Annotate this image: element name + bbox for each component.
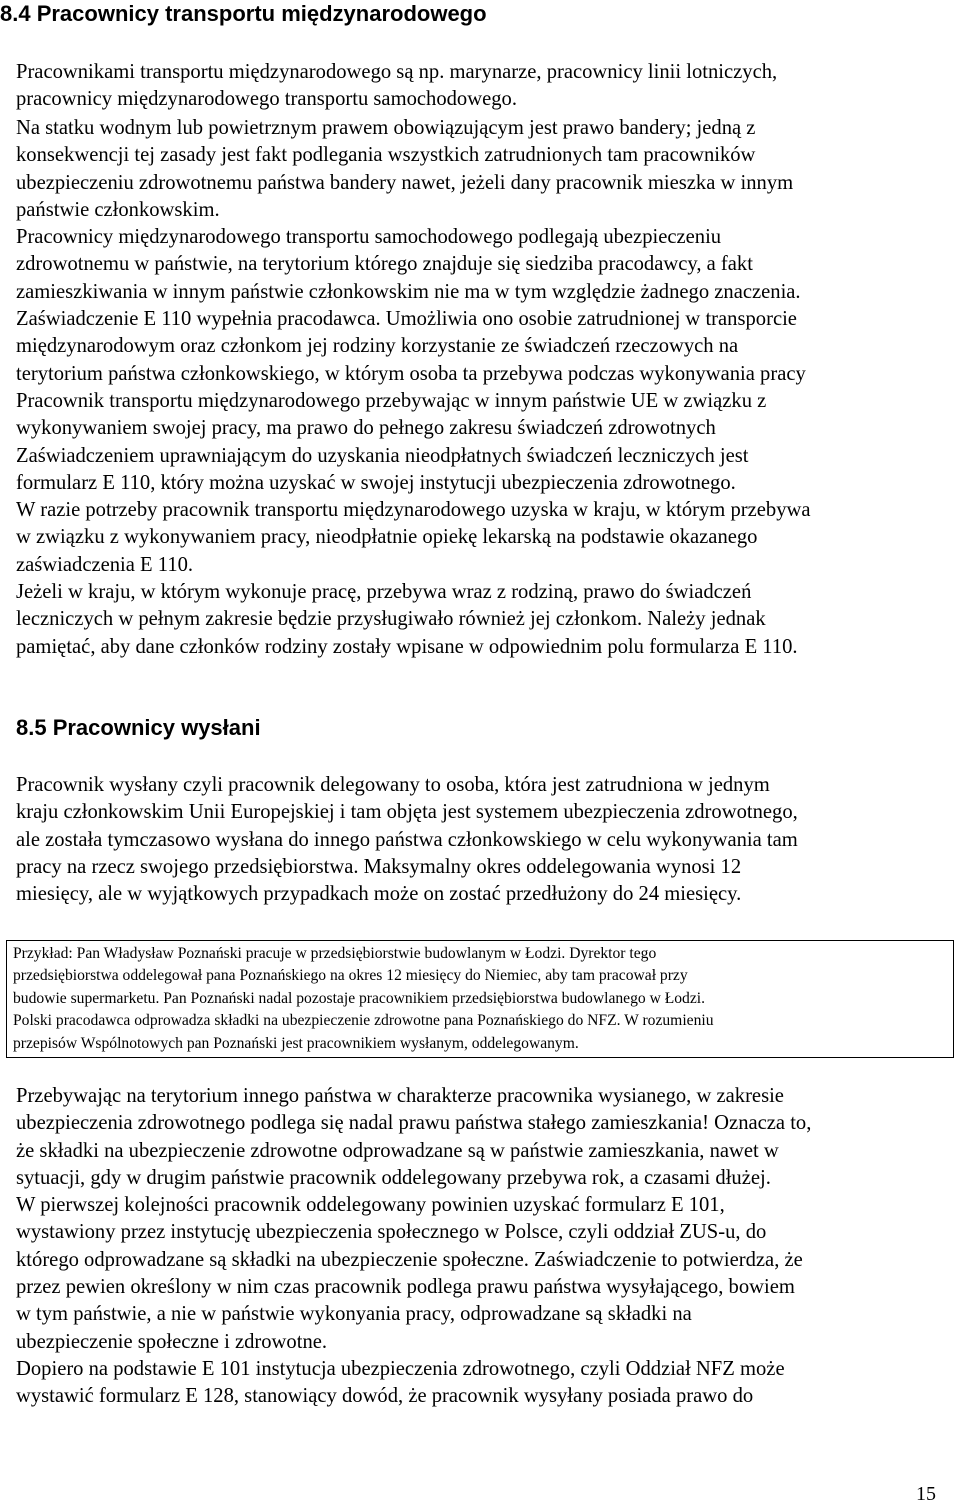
section-8-5-intro-paragraph: [16, 772, 946, 908]
text-line: wykonywaniem swojej pracy, ma prawo do pełnego zakresu świadczeń zdrowotnych: [16, 417, 716, 440]
text-line: pracy na rzecz swojego przedsiębiorstwa. Maksymalny okres oddelegowania wynosi 12: [16, 855, 742, 878]
text-line: leczniczych w pełnym zakresie będzie przysługiwało również jej członkom. Należy jednak: [16, 608, 766, 631]
text-line: Pracownik wysłany czyli pracownik delegowany to osoba, która jest zatrudniona w jednym: [16, 774, 770, 796]
text-line: ubezpieczenia zdrowotnego podlega się nadal prawu państwa stałego zamieszkania! Oznacza to,: [16, 1112, 812, 1135]
example-line: przedsiębiorstwa oddelegował pana Poznańskiego na okres 12 miesięcy do Niemiec, aby tam pracował przy: [13, 967, 688, 985]
section-8-4-intro-paragraph: [16, 59, 946, 114]
text-line: wystawić formularz E 128, stanowiący dowód, że pracownik wysyłany posiada prawo do: [16, 1385, 754, 1408]
text-line: że składki na ubezpieczenie zdrowotne odprowadzane są w państwie zamieszkania, nawet w: [16, 1139, 779, 1162]
example-line: przepisów Wspólnotowych pan Poznański jest pracownikiem wysłanym, oddelegowanym.: [13, 1034, 579, 1052]
text-line: Pracownikami transportu międzynarodowego są np. marynarze, pracownicy linii lotniczych,: [16, 61, 778, 83]
example-box: [6, 940, 954, 1058]
section-8-5-body-text: [16, 1083, 946, 1411]
text-line: sytuacji, gdy w drugim państwie pracownik oddelegowany przebywa rok, a czasami dłużej.: [16, 1166, 771, 1189]
text-line: którego odprowadzane są składki na ubezpieczenie społeczne. Zaświadczenie to potwierdza, że: [16, 1248, 803, 1271]
text-line: miesięcy, ale w wyjątkowych przypadkach może on zostać przedłużony do 24 miesięcy.: [16, 883, 742, 906]
text-line: Zaświadczenie E 110 wypełnia pracodawca. Umożliwia ono osobie zatrudnionej w transporcie: [16, 308, 797, 331]
text-line: formularz E 110, który można uzyskać w swojej instytucji ubezpieczenia zdrowotnego.: [16, 471, 736, 494]
text-line: pamiętać, aby dane członków rodziny zostały wpisane w odpowiednim polu formularza E 110.: [16, 635, 798, 658]
text-line: Przebywając na terytorium innego państwa w charakterze pracownika wysianego, w zakresie: [16, 1085, 784, 1107]
text-line: zaświadczenia E 110.: [16, 553, 194, 576]
text-line: zamieszkiwania w innym państwie członkowskim nie ma w tym względzie żadnego znaczenia.: [16, 280, 801, 303]
text-line: W pierwszej kolejności pracownik oddelegowany powinien uzyskać formularz E 101,: [16, 1194, 725, 1217]
text-line: państwie członkowskim.: [16, 198, 220, 221]
text-line: przez pewien określony w nim czas pracownik podlega prawu państwa wysyłającego, bowiem: [16, 1276, 795, 1299]
text-line: pracownicy międzynarodowego transportu samochodowego.: [16, 88, 517, 111]
text-line: ale została tymczasowo wysłana do innego państwa członkowskiego w celu wykonywania tam: [16, 828, 798, 851]
text-line: konsekwencji tej zasady jest fakt podlegania wszystkich zatrudnionych tam pracowników: [16, 144, 756, 167]
text-line: w związku z wykonywaniem pracy, nieodpłatnie opiekę lekarską na podstawie okazanego: [16, 526, 758, 549]
text-line: W razie potrzeby pracownik transportu międzynarodowego uzyska w kraju, w którym przebywa: [16, 499, 811, 522]
text-line: Pracownicy międzynarodowego transportu samochodowego podlegają ubezpieczeniu: [16, 226, 722, 249]
section-8-4-body-text: [16, 115, 946, 661]
example-line: Przykład: Pan Władysław Poznański pracuje w przedsiębiorstwie budowlanym w Łodzi. Dyrektor tego: [13, 945, 657, 962]
text-line: Na statku wodnym lub powietrznym prawem obowiązującym jest prawo bandery; jedną z: [16, 117, 756, 139]
text-line: międzynarodowym oraz członkom jej rodziny korzystanie ze świadczeń rzeczowych na: [16, 335, 739, 358]
text-line: w tym państwie, a nie w państwie wykonyania pracy, odprowadzane są składki na: [16, 1303, 692, 1326]
text-line: ubezpieczeniu zdrowotnemu państwa bandery nawet, jeżeli dany pracownik mieszka w innym: [16, 171, 794, 194]
text-line: terytorium państwa członkowskiego, w którym osoba ta przebywa podczas wykonywania pracy: [16, 362, 806, 385]
example-line: budowie supermarketu. Pan Poznański nadal pozostaje pracownikiem przedsiębiorstwa budowlanego w Łodzi.: [13, 989, 706, 1007]
text-line: Jeżeli w kraju, w którym wykonuje pracę, przebywa wraz z rodziną, prawo do świadczeń: [16, 581, 752, 604]
text-line: Zaświadczeniem uprawniającym do uzyskania nieodpłatnych świadczeń leczniczych jest: [16, 444, 749, 467]
section-8-5-heading: 8.5 Pracownicy wysłani: [16, 715, 261, 740]
section-8-4-heading: 8.4 Pracownicy transportu międzynarodowego: [0, 1, 487, 26]
page-number: 15: [916, 1483, 936, 1505]
text-line: Dopiero na podstawie E 101 instytucja ubezpieczenia zdrowotnego, czyli Oddział NFZ może: [16, 1357, 785, 1380]
text-line: zdrowotnemu w państwie, na terytorium którego znajduje się siedziba pracodawcy, a fakt: [16, 253, 753, 276]
text-line: Pracownik transportu międzynarodowego przebywając w innym państwie UE w związku z: [16, 389, 767, 412]
text-line: kraju członkowskim Unii Europejskiej i tam objęta jest systemem ubezpieczenia zdrowotnego,: [16, 801, 798, 824]
text-line: wystawiony przez instytucję ubezpieczenia społecznego w Polsce, czyli oddział ZUS-u, do: [16, 1221, 767, 1244]
text-line: ubezpieczenie społeczne i zdrowotne.: [16, 1330, 328, 1353]
example-line: Polski pracodawca odprowadza składki na ubezpieczenie zdrowotne pana Poznańskiego do NFZ. W rozumieniu: [13, 1012, 714, 1030]
